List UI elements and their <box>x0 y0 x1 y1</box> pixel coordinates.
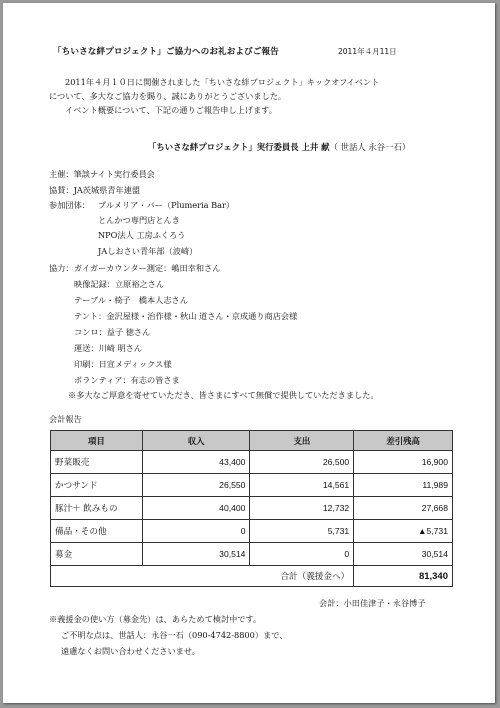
accounting-table <box>50 430 453 587</box>
cooperation-5: コンロ：益子 徳さん <box>74 327 151 337</box>
column-header-item: 項目 <box>51 431 143 451</box>
cooperation-1: ガイガーカウンター測定：嶋田幸和さん <box>74 263 221 273</box>
row-expense: 26,500 <box>250 451 354 474</box>
cooperation-8: ボランティア：有志の皆さま <box>74 375 180 385</box>
cooperation-7: 印刷：日宣メディックス様 <box>74 359 172 369</box>
document-title: 「ちいさな絆プロジェクト」ご協力へのお礼およびご報告 <box>53 47 279 57</box>
row-item: 豚汁＋ 飲みもの <box>51 497 143 520</box>
total-value: 81,340 <box>354 566 453 587</box>
row-balance: ▲5,731 <box>354 520 453 543</box>
cooperation-3: テーブル・椅子 橋本人志さん <box>74 295 188 305</box>
row-expense: 5,731 <box>250 520 354 543</box>
auditor: 会計：小田佳津子・永谷博子 <box>319 598 426 608</box>
cooperation-note: ※多大なご厚意を寄せていただき、皆さまにすべて無償で提供していただきました。 <box>68 390 379 400</box>
cooperation-4: テント：金沢屋様・治作様・秋山 道さん・京成通り商店会様 <box>74 311 298 321</box>
document-date: 2011年４月11日 <box>338 47 397 56</box>
table-row <box>51 451 453 474</box>
signature-contact: （ 世話人 永谷一石） <box>329 142 411 152</box>
participants-label: 参加団体： <box>49 200 90 210</box>
table-row <box>51 497 453 520</box>
column-header-balance: 差引残高 <box>354 431 453 451</box>
row-income: 30,514 <box>142 543 250 566</box>
row-balance: 27,668 <box>354 497 453 520</box>
row-item: 備品・その他 <box>51 520 143 543</box>
table-row <box>51 474 453 497</box>
row-balance: 16,900 <box>354 451 453 474</box>
intro-line-3: イベント概要について、下記の通りご報告申し上げます。 <box>65 105 277 115</box>
intro-line-2: について、多大なご協力を賜り、誠にありがとうございました。 <box>49 91 287 101</box>
participant-2: とんかつ専門店とんき <box>98 215 180 225</box>
table-row <box>51 520 453 543</box>
cooperation-label: 協力： <box>49 263 74 273</box>
cooperation-6: 運送：川崎 明さん <box>74 343 143 353</box>
column-header-income: 収入 <box>142 431 250 451</box>
participant-3: NPO法人 工房ふくろう <box>98 230 186 240</box>
participant-4: JAしおさい青年部（波崎） <box>98 246 198 256</box>
table-row <box>51 543 453 566</box>
document-page <box>3 3 495 703</box>
footer-line-1: ※義援金の使い方（募金先）は、あらためて検討中です。 <box>49 614 262 624</box>
row-expense: 0 <box>250 543 354 566</box>
intro-line-1: 2011年４月１０日に開催されました「ちいさな絆プロジェクト」キックオフイベント <box>65 77 380 87</box>
table-total-row <box>51 566 453 587</box>
cosponsor: 協賛：JA茨城県青年連盟 <box>49 185 141 195</box>
row-item: 募金 <box>51 543 143 566</box>
row-income: 26,550 <box>142 474 250 497</box>
row-expense: 14,561 <box>250 474 354 497</box>
organizer: 主催：筆談ナイト実行委員会 <box>49 169 155 179</box>
row-item: 野菜販売 <box>51 451 143 474</box>
accounting-title: 会計報告 <box>49 414 82 424</box>
row-balance: 30,514 <box>354 543 453 566</box>
footer-line-2: ご不明な点は、世話人：永谷一石（090-4742-8800）まで、 <box>61 630 288 640</box>
participant-1: プルメリア・バー（Plumeria Bar） <box>98 200 235 210</box>
row-income: 43,400 <box>142 451 250 474</box>
column-header-expense: 支出 <box>250 431 354 451</box>
row-income: 40,400 <box>142 497 250 520</box>
table-header-row <box>51 431 453 451</box>
cooperation-2: 映像記録：立原裕之さん <box>74 279 165 289</box>
signature-org: 「ちいさな絆プロジェクト」実行委員長 上井 献 <box>148 142 330 152</box>
row-item: かつサンド <box>51 474 143 497</box>
row-balance: 11,989 <box>354 474 453 497</box>
row-expense: 12,732 <box>250 497 354 520</box>
footer-line-3: 遠慮なくお問い合わせくださいませ。 <box>61 646 200 656</box>
signature <box>148 141 410 153</box>
row-income: 0 <box>142 520 250 543</box>
total-label: 合計（義援金へ） <box>51 566 354 587</box>
